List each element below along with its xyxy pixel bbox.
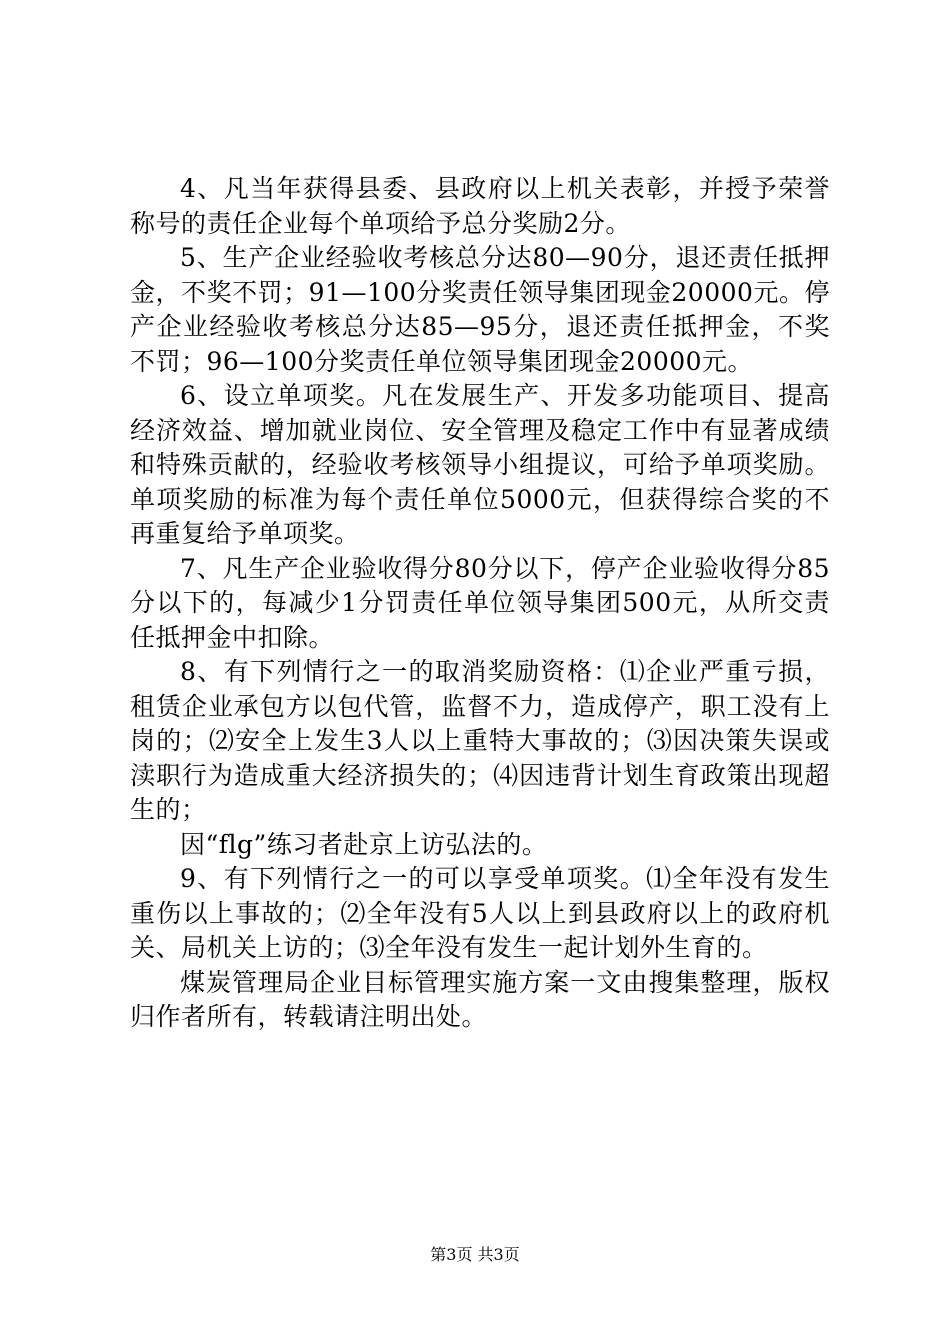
paragraph-item-5: 5、生产企业经验收考核总分达80—90分，退还责任抵押金，不奖不罚；91—100分奖责任领导集团现金20000元。停产企业经验收考核总分达85—95分，退还责任抵押金，不奖不罚；96—100分奖责任单位领导集团现金20000元。 (130, 243, 830, 376)
paragraph-item-4: 4、凡当年获得县委、县政府以上机关表彰，并授予荣誉称号的责任企业每个单项给予总分奖励2分。 (130, 174, 830, 238)
page-footer (0, 1244, 950, 1266)
paragraph-copyright-note: 煤炭管理局企业目标管理实施方案一文由搜集整理，版权归作者所有，转载请注明出处。 (130, 967, 830, 1031)
paragraph-continuation: 因“flg”练习者赴京上访弘法的。 (180, 829, 548, 859)
paragraph-item-8: 8、有下列情行之一的取消奖励资格：⑴企业严重亏损，租赁企业承包方以包代管，监督不力，造成停产，职工没有上岗的；⑵安全上发生3人以上重特大事故的；⑶因决策失误或渎职行为造成重大经济损失的；⑷因违背计划生育政策出现超生的； (130, 657, 830, 824)
document-body (130, 172, 830, 1035)
page-number-label: 第3页 共3页 (430, 1245, 520, 1264)
paragraph-item-9: 9、有下列情行之一的可以享受单项奖。⑴全年没有发生重伤以上事故的；⑵全年没有5人以上到县政府以上的政府机关、局机关上访的；⑶全年没有发生一起计划外生育的。 (130, 864, 830, 962)
paragraph-item-7: 7、凡生产企业验收得分80分以下，停产企业验收得分85分以下的，每减少1分罚责任单位领导集团500元，从所交责任抵押金中扣除。 (130, 553, 830, 652)
paragraph-item-6: 6、设立单项奖。凡在发展生产、开发多功能项目、提高经济效益、增加就业岗位、安全管理及稳定工作中有显著成绩和特殊贡献的，经验收考核领导小组提议，可给予单项奖励。单项奖励的标准为每个责任单位5000元，但获得综合奖的不再重复给予单项奖。 (130, 381, 830, 548)
